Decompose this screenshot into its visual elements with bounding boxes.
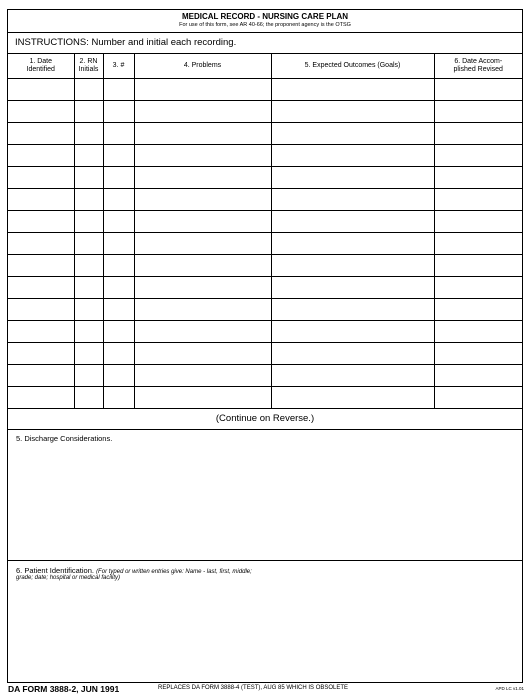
form-footer (8, 684, 524, 696)
entry-cell[interactable] (434, 299, 522, 321)
entry-cell[interactable] (8, 277, 74, 299)
care-plan-table (8, 54, 522, 409)
entry-cell[interactable] (271, 321, 434, 343)
entry-cell[interactable] (134, 255, 271, 277)
entry-cell[interactable] (8, 145, 74, 167)
entry-cell[interactable] (74, 101, 103, 123)
column-header-line: 3. # (112, 62, 125, 69)
continue-note: (Continue on Reverse.) (8, 409, 522, 430)
entry-cell[interactable] (271, 233, 434, 255)
column-header-1 (8, 54, 74, 79)
discharge-label: 5. Discharge Considerations. (16, 434, 113, 443)
column-header-3 (103, 54, 134, 79)
form-subtitle: For use of this form, see AR 40-66; the proponent agency is the OTSG (179, 22, 351, 28)
entry-cell[interactable] (103, 277, 134, 299)
entry-cell[interactable] (434, 101, 522, 123)
entry-cell[interactable] (134, 145, 271, 167)
entry-cell[interactable] (434, 211, 522, 233)
entry-cell[interactable] (74, 343, 103, 365)
nursing-care-plan-form (7, 9, 523, 683)
entry-cell[interactable] (103, 233, 134, 255)
entry-cell[interactable] (134, 365, 271, 387)
table-row (8, 145, 522, 167)
table-row (8, 211, 522, 233)
table-row (8, 365, 522, 387)
table-row (8, 299, 522, 321)
column-header-line: plished Revised (453, 66, 503, 73)
entry-cell[interactable] (8, 189, 74, 211)
column-header-line: 1. Date (29, 58, 53, 65)
column-header-4 (134, 54, 271, 79)
entry-cell[interactable] (134, 277, 271, 299)
entry-cell[interactable] (103, 343, 134, 365)
table-row (8, 189, 522, 211)
entry-cell[interactable] (134, 189, 271, 211)
entry-cell[interactable] (434, 387, 522, 409)
column-header-2 (74, 54, 103, 79)
entry-cell[interactable] (434, 343, 522, 365)
entry-cell[interactable] (74, 365, 103, 387)
entry-cell[interactable] (103, 387, 134, 409)
entry-cell[interactable] (134, 101, 271, 123)
entry-cell[interactable] (103, 299, 134, 321)
entry-cell[interactable] (8, 387, 74, 409)
entry-cell[interactable] (271, 79, 434, 101)
entry-cell[interactable] (434, 123, 522, 145)
form-number: DA FORM 3888-2, JUN 1991 (8, 684, 120, 694)
table-row (8, 123, 522, 145)
table-row (8, 277, 522, 299)
entry-cell[interactable] (74, 277, 103, 299)
column-header-line: 6. Date Accom- (454, 58, 503, 65)
entry-cell[interactable] (8, 299, 74, 321)
table-header-row (8, 54, 522, 79)
entry-cell[interactable] (271, 255, 434, 277)
entry-cell[interactable] (271, 123, 434, 145)
patient-identification-section[interactable] (8, 561, 522, 661)
entry-cell[interactable] (74, 189, 103, 211)
table-row (8, 101, 522, 123)
entry-cell[interactable] (8, 255, 74, 277)
entry-cell[interactable] (434, 79, 522, 101)
entry-cell[interactable] (74, 79, 103, 101)
entry-cell[interactable] (434, 321, 522, 343)
entry-cell[interactable] (103, 365, 134, 387)
table-body (8, 79, 522, 409)
entry-cell[interactable] (74, 233, 103, 255)
entry-cell[interactable] (134, 299, 271, 321)
entry-cell[interactable] (103, 79, 134, 101)
entry-cell[interactable] (8, 101, 74, 123)
entry-cell[interactable] (8, 123, 74, 145)
entry-cell[interactable] (434, 189, 522, 211)
entry-cell[interactable] (74, 145, 103, 167)
patient-id-note-line2: grade; date; hospital or medical facility) (16, 575, 121, 581)
entry-cell[interactable] (271, 365, 434, 387)
entry-cell[interactable] (103, 167, 134, 189)
entry-cell[interactable] (74, 299, 103, 321)
table-row (8, 79, 522, 101)
entry-cell[interactable] (134, 123, 271, 145)
entry-cell[interactable] (103, 101, 134, 123)
column-header-line: 2. RN (79, 58, 98, 65)
entry-cell[interactable] (434, 167, 522, 189)
entry-cell[interactable] (103, 255, 134, 277)
entry-cell[interactable] (271, 189, 434, 211)
entry-cell[interactable] (74, 167, 103, 189)
column-header-line: Identified (26, 66, 55, 73)
table-row (8, 387, 522, 409)
entry-cell[interactable] (271, 277, 434, 299)
entry-cell[interactable] (434, 365, 522, 387)
entry-cell[interactable] (8, 365, 74, 387)
patient-id-label: 6. Patient Identification. (16, 566, 94, 575)
entry-cell[interactable] (271, 343, 434, 365)
patient-id-note-line1: (For typed or written entries give: Name - last, first, middle; (96, 569, 252, 575)
entry-cell[interactable] (134, 343, 271, 365)
column-header-line: 4. Problems (183, 62, 222, 69)
entry-cell[interactable] (134, 387, 271, 409)
entry-cell[interactable] (8, 233, 74, 255)
column-header-line: 5. Expected Outcomes (Goals) (304, 62, 401, 69)
entry-cell[interactable] (134, 167, 271, 189)
instructions: INSTRUCTIONS: Number and initial each recording. (8, 33, 522, 54)
version-tag: APD LC v1.01 (495, 686, 524, 691)
entry-cell[interactable] (134, 211, 271, 233)
column-header-6 (434, 54, 522, 79)
entry-cell[interactable] (8, 79, 74, 101)
table-row (8, 167, 522, 189)
entry-cell[interactable] (8, 167, 74, 189)
entry-cell[interactable] (103, 123, 134, 145)
column-header-5 (271, 54, 434, 79)
entry-cell[interactable] (74, 255, 103, 277)
table-row (8, 255, 522, 277)
entry-cell[interactable] (434, 145, 522, 167)
entry-cell[interactable] (434, 277, 522, 299)
form-header (8, 10, 522, 33)
column-header-line: Initials (78, 66, 99, 73)
entry-cell[interactable] (103, 321, 134, 343)
entry-cell[interactable] (271, 167, 434, 189)
entry-cell[interactable] (271, 387, 434, 409)
replaces-note: REPLACES DA FORM 3888-4 (TEST), AUG 85 WHICH IS OBSOLETE (158, 685, 349, 691)
entry-cell[interactable] (74, 211, 103, 233)
entry-cell[interactable] (271, 145, 434, 167)
entry-cell[interactable] (134, 321, 271, 343)
entry-cell[interactable] (434, 233, 522, 255)
entry-cell[interactable] (134, 233, 271, 255)
entry-cell[interactable] (74, 321, 103, 343)
table-row (8, 343, 522, 365)
form-title: MEDICAL RECORD - NURSING CARE PLAN (181, 12, 349, 21)
entry-cell[interactable] (271, 101, 434, 123)
entry-cell[interactable] (134, 79, 271, 101)
entry-cell[interactable] (434, 255, 522, 277)
entry-cell[interactable] (271, 299, 434, 321)
table-row (8, 321, 522, 343)
entry-cell[interactable] (103, 145, 134, 167)
entry-cell[interactable] (8, 343, 74, 365)
entry-cell[interactable] (8, 321, 74, 343)
entry-cell[interactable] (74, 387, 103, 409)
entry-cell[interactable] (271, 211, 434, 233)
entry-cell[interactable] (103, 211, 134, 233)
table-row (8, 233, 522, 255)
entry-cell[interactable] (8, 211, 74, 233)
entry-cell[interactable] (103, 189, 134, 211)
entry-cell[interactable] (74, 123, 103, 145)
discharge-section[interactable] (8, 430, 522, 561)
